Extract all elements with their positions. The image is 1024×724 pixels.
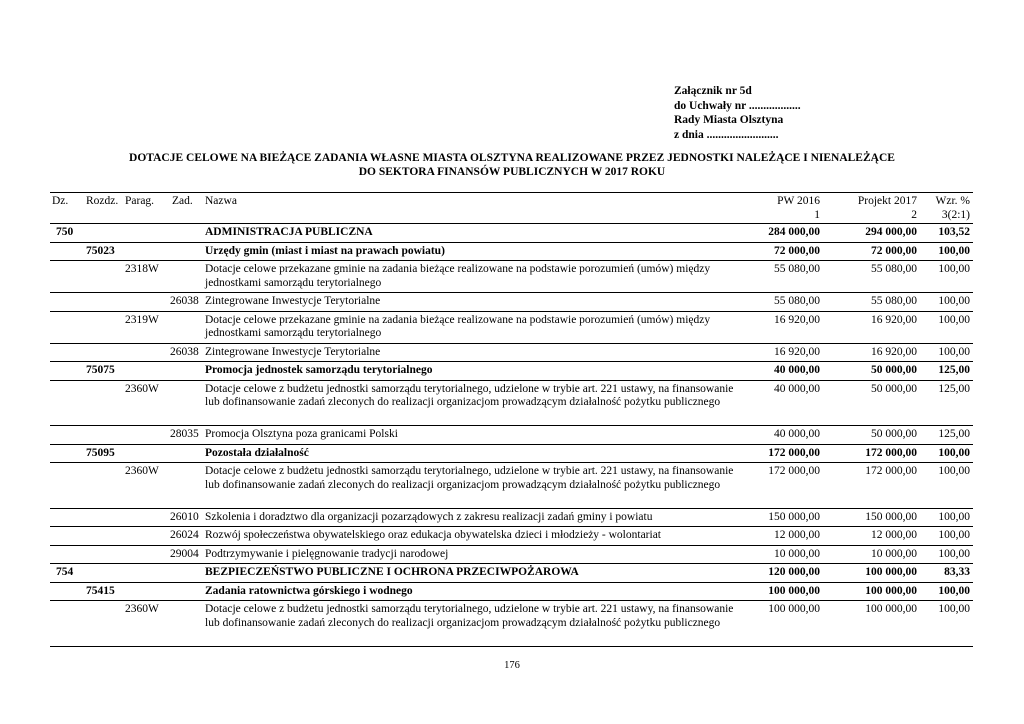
cell-nazwa: Szkolenia i doradztwo dla organizacji pozarządowych z zakresu realizacji zadań gminy i powiatu (205, 510, 653, 523)
table-row (50, 381, 973, 427)
annex-line-1: Załącznik nr 5d (674, 85, 752, 97)
cell-projekt: 172 000,00 (865, 446, 917, 459)
header-projekt (828, 195, 917, 222)
cell-parag: 2318W (125, 263, 159, 275)
table-row (50, 362, 973, 381)
cell-nazwa: ADMINISTRACJA PUBLICZNA (205, 226, 373, 238)
table-row (50, 344, 973, 363)
header-parag: Parag. (125, 195, 155, 207)
table-row (50, 564, 973, 583)
cell-parag: 2360W (125, 603, 159, 615)
cell-nazwa: Pozostała działalność (205, 446, 309, 459)
table-row (50, 224, 973, 243)
header-wzr (922, 195, 970, 222)
cell-projekt: 72 000,00 (871, 244, 917, 257)
cell-pw: 55 080,00 (774, 263, 820, 275)
cell-nazwa: Zadania ratownictwa górskiego i wodnego (205, 584, 413, 597)
cell-wzr: 100,00 (938, 529, 970, 541)
cell-wzr: 103,52 (938, 226, 970, 238)
table-body (50, 224, 973, 647)
cell-pw: 55 080,00 (774, 295, 820, 307)
header-nazwa: Nazwa (205, 195, 237, 207)
cell-pw: 10 000,00 (774, 547, 820, 560)
cell-wzr: 100,00 (938, 547, 970, 560)
cell-wzr: 100,00 (938, 313, 970, 326)
cell-nazwa: Dotacje celowe z budżetu jednostki samorządu terytorialnego, udzielone w trybie art. 221 ustawy, na finansowanie lub dofinansowanie zadań zleconych do realizacji organizacjom prowadzącym działalność pożytku publicznego (205, 603, 734, 629)
cell-projekt: 294 000,00 (865, 226, 917, 238)
page-number: 176 (504, 660, 520, 671)
cell-pw: 100 000,00 (768, 584, 820, 597)
cell-nazwa: Dotacje celowe przekazane gminie na zadania bieżące realizowane na podstawie porozumień (umów) między jednostkami samorządu terytorialnego (205, 313, 711, 339)
cell-projekt: 55 080,00 (871, 295, 917, 307)
table-row (50, 445, 973, 464)
cell-dz: 754 (56, 566, 74, 578)
cell-projekt: 150 000,00 (865, 510, 917, 523)
cell-nazwa: Zintegrowane Inwestycje Terytorialne (205, 295, 381, 307)
cell-wzr: 125,00 (938, 382, 970, 395)
annex-line-3: Rady Miasta Olsztyna (674, 114, 784, 126)
cell-pw: 72 000,00 (774, 244, 820, 257)
cell-projekt: 50 000,00 (871, 382, 917, 395)
cell-wzr: 125,00 (938, 428, 970, 440)
cell-zad: 26038 (170, 295, 199, 307)
cell-nazwa: Zintegrowane Inwestycje Terytorialne (205, 345, 381, 358)
cell-pw: 12 000,00 (774, 529, 820, 541)
cell-pw: 172 000,00 (768, 465, 820, 477)
cell-wzr: 100,00 (938, 465, 970, 477)
cell-projekt: 10 000,00 (871, 547, 917, 560)
cell-nazwa: BEZPIECZEŃSTWO PUBLICZNE I OCHRONA PRZECIWPOŻAROWA (205, 566, 579, 578)
annex-line-4: z dnia ......................... (674, 128, 779, 141)
table-row (50, 426, 973, 445)
cell-wzr: 83,33 (944, 566, 970, 578)
cell-zad: 26024 (170, 529, 199, 541)
cell-pw: 120 000,00 (768, 566, 820, 578)
header-pw-num: 1 (814, 208, 820, 221)
cell-pw: 16 920,00 (774, 345, 820, 358)
header-projekt-num: 2 (911, 208, 917, 221)
annex-block (674, 84, 801, 142)
cell-nazwa: Promocja Olsztyna poza granicami Polski (205, 428, 398, 440)
cell-zad: 26038 (170, 345, 199, 358)
table-row (50, 583, 973, 602)
cell-wzr: 100,00 (938, 446, 970, 459)
cell-pw: 40 000,00 (774, 364, 820, 376)
cell-pw: 150 000,00 (768, 510, 820, 523)
cell-projekt: 100 000,00 (865, 566, 917, 578)
cell-projekt: 172 000,00 (865, 465, 917, 477)
cell-projekt: 100 000,00 (865, 603, 917, 615)
cell-rozdz: 75023 (86, 244, 115, 257)
cell-parag: 2360W (125, 382, 159, 395)
cell-wzr: 100,00 (938, 345, 970, 358)
cell-wzr: 100,00 (938, 244, 970, 257)
cell-zad: 28035 (170, 428, 199, 440)
cell-nazwa: Promocja jednostek samorządu terytorialnego (205, 364, 433, 376)
cell-projekt: 16 920,00 (871, 345, 917, 358)
cell-nazwa: Dotacje celowe z budżetu jednostki samorządu terytorialnego, udzielone w trybie art. 221 ustawy, na finansowanie lub dofinansowanie zadań zleconych do realizacji organizacjom prowadzącym działalność pożytku publicznego (205, 382, 734, 408)
cell-nazwa: Urzędy gmin (miast i miast na prawach powiatu) (205, 244, 445, 257)
cell-pw: 172 000,00 (768, 446, 820, 459)
cell-nazwa: Dotacje celowe przekazane gminie na zadania bieżące realizowane na podstawie porozumień (umów) między jednostkami samorządu terytorialnego (205, 263, 711, 289)
cell-rozdz: 75095 (86, 446, 115, 459)
cell-wzr: 100,00 (938, 295, 970, 307)
table-row (50, 293, 973, 312)
cell-nazwa: Podtrzymywanie i pielęgnowanie tradycji narodowej (205, 547, 449, 560)
annex-line-2: do Uchwały nr .................. (674, 99, 801, 112)
cell-wzr: 100,00 (938, 263, 970, 275)
cell-wzr: 100,00 (938, 584, 970, 597)
cell-zad: 26010 (170, 510, 199, 523)
cell-wzr: 100,00 (938, 603, 970, 615)
cell-nazwa: Rozwój społeczeństwa obywatelskiego oraz edukacja obywatelska dzieci i młodzieży - wolontariat (205, 529, 662, 541)
header-rozdz: Rozdz. (86, 195, 119, 207)
cell-pw: 284 000,00 (768, 226, 820, 238)
title-line-2: DO SEKTORA FINANSÓW PUBLICZNYCH W 2017 ROKU (358, 165, 666, 178)
cell-wzr: 125,00 (938, 364, 970, 376)
cell-parag: 2360W (125, 465, 159, 477)
table-row (50, 463, 973, 509)
cell-projekt: 16 920,00 (871, 313, 917, 326)
table-header (50, 192, 973, 224)
table-row (50, 243, 973, 262)
cell-projekt: 100 000,00 (865, 584, 917, 597)
cell-pw: 40 000,00 (774, 382, 820, 395)
cell-projekt: 50 000,00 (871, 428, 917, 440)
title-line-1: DOTACJE CELOWE NA BIEŻĄCE ZADANIA WŁASNE MIASTA OLSZTYNA REALIZOWANE PRZEZ JEDNOSTKI NALEŻĄCE I NIENALEŻĄCE (129, 152, 895, 164)
table-row (50, 509, 973, 528)
cell-wzr: 100,00 (938, 510, 970, 523)
cell-rozdz: 75415 (86, 584, 115, 597)
header-pw (732, 195, 820, 222)
header-wzr-label: Wzr. % (935, 195, 970, 207)
header-pw-label: PW 2016 (777, 195, 820, 207)
table-row (50, 261, 973, 293)
cell-dz: 750 (56, 226, 74, 238)
table-row (50, 601, 973, 647)
cell-projekt: 12 000,00 (871, 529, 917, 541)
document-title (40, 152, 984, 179)
table-row (50, 546, 973, 565)
cell-projekt: 55 080,00 (871, 263, 917, 275)
cell-pw: 40 000,00 (774, 428, 820, 440)
header-projekt-label: Projekt 2017 (857, 195, 917, 207)
budget-table (50, 192, 973, 647)
cell-pw: 16 920,00 (774, 313, 820, 326)
header-wzr-num: 3(2:1) (941, 208, 970, 221)
cell-pw: 100 000,00 (768, 603, 820, 615)
table-row (50, 312, 973, 344)
header-dz: Dz. (52, 195, 69, 207)
cell-zad: 29004 (170, 547, 199, 560)
table-row (50, 527, 973, 546)
cell-rozdz: 75075 (86, 364, 115, 376)
cell-parag: 2319W (125, 313, 159, 326)
cell-projekt: 50 000,00 (871, 364, 917, 376)
cell-nazwa: Dotacje celowe z budżetu jednostki samorządu terytorialnego, udzielone w trybie art. 221 ustawy, na finansowanie lub dofinansowanie zadań zleconych do realizacji organizacjom prowadzącym działalność pożytku publicznego (205, 465, 734, 491)
header-zad: Zad. (172, 195, 193, 207)
